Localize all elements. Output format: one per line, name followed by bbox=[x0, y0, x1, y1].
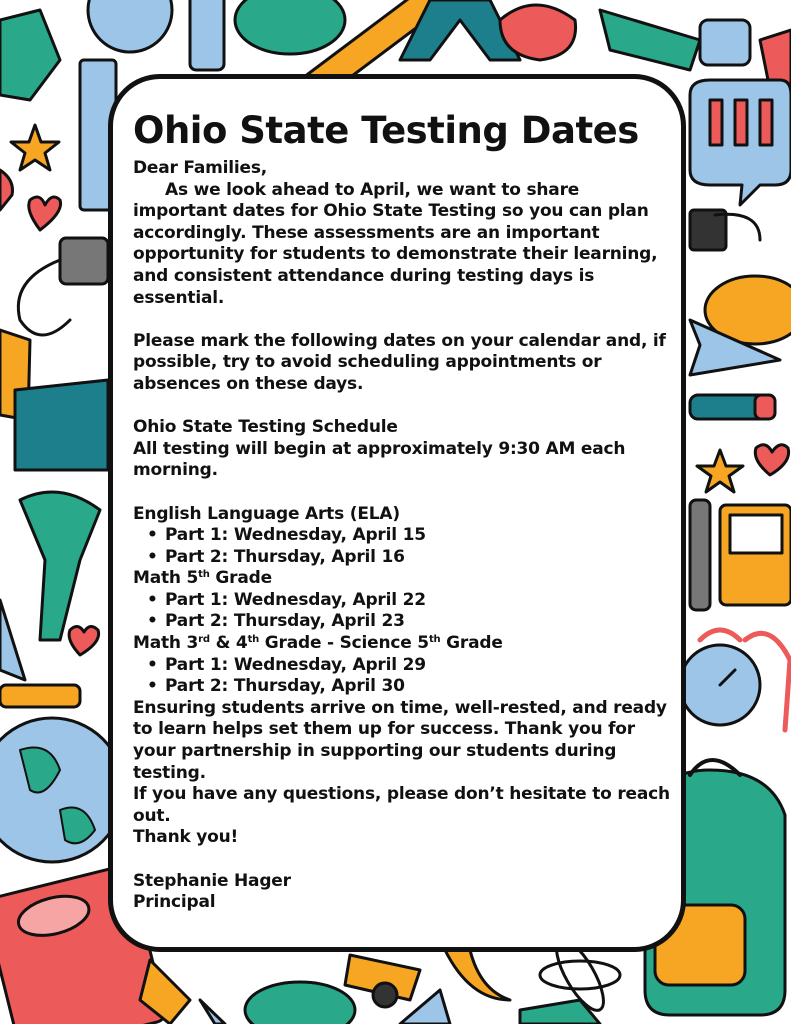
triangle-ruler-icon bbox=[15, 380, 108, 470]
section-ela-label: English Language Arts (ELA) bbox=[133, 503, 400, 524]
glue-stick-icon bbox=[0, 685, 80, 707]
star-icon bbox=[697, 450, 743, 492]
heart-icon bbox=[755, 445, 788, 475]
test-tube-icon bbox=[600, 10, 700, 70]
intro-paragraph: As we look ahead to April, we want to share important dates for Ohio State Testing so you can plan accordingly. These assessments are an important opportunity for students to demonstrate their learning, and consistent attendance during testing days is essential. bbox=[133, 179, 658, 308]
questions-paragraph: If you have any questions, please don’t hesitate to reach out. bbox=[133, 784, 670, 826]
schedule-note: All testing will begin at approximately 9:30 AM each morning. bbox=[133, 438, 626, 481]
tube-icon bbox=[700, 20, 750, 65]
flask-icon bbox=[0, 10, 60, 100]
list-item: • Part 2: Thursday, April 16 bbox=[147, 546, 405, 567]
page-title: Ohio State Testing Dates bbox=[133, 109, 639, 152]
bowl-bottom-icon bbox=[245, 982, 355, 1024]
heart-icon bbox=[0, 170, 13, 210]
pencil-blue-icon bbox=[200, 1000, 225, 1024]
letter-body bbox=[133, 158, 678, 914]
closing-paragraph: Ensuring students arrive on time, well-rested, and ready to learn helps set them up for success. Thank you for your partnership in supporting our students during testing. bbox=[133, 697, 667, 783]
signature-role: Principal bbox=[133, 892, 216, 913]
star-icon bbox=[11, 125, 59, 170]
section-math5-label: Math 5th Grade bbox=[133, 568, 272, 589]
signature-name: Stephanie Hager bbox=[133, 870, 291, 891]
section-math34-science-label: Math 3rd & 4th Grade - Science 5th Grade bbox=[133, 633, 503, 654]
stapler-icon bbox=[690, 500, 710, 610]
list-item: • Part 1: Wednesday, April 15 bbox=[147, 525, 426, 546]
heart-icon bbox=[29, 197, 61, 230]
marker-cap bbox=[755, 395, 775, 419]
atom-icon bbox=[540, 961, 620, 989]
list-item: • Part 2: Thursday, April 23 bbox=[147, 611, 405, 632]
banana-icon bbox=[445, 950, 510, 1000]
list-item: • Part 2: Thursday, April 30 bbox=[147, 676, 405, 697]
paper-plane-icon bbox=[0, 600, 25, 680]
schedule-heading: Ohio State Testing Schedule bbox=[133, 417, 398, 438]
greeting: Dear Families, bbox=[133, 158, 268, 178]
pencil-icon bbox=[190, 0, 224, 70]
list-item: • Part 1: Wednesday, April 22 bbox=[147, 589, 426, 610]
thanks-line: Thank you! bbox=[133, 827, 239, 848]
letter-content bbox=[133, 106, 678, 914]
magnifier-icon bbox=[88, 0, 172, 52]
notebook-bottom-icon bbox=[520, 1000, 600, 1024]
calculator-icon bbox=[60, 238, 108, 284]
bowl-icon bbox=[235, 0, 345, 54]
list-item: • Part 1: Wednesday, April 29 bbox=[147, 654, 426, 675]
heart-icon bbox=[69, 626, 99, 655]
request-paragraph: Please mark the following dates on your calendar and, if possible, try to avoid scheduling appointments or absences on these days. bbox=[133, 330, 666, 394]
flask-green-icon bbox=[20, 492, 100, 640]
globe-icon bbox=[0, 718, 124, 862]
